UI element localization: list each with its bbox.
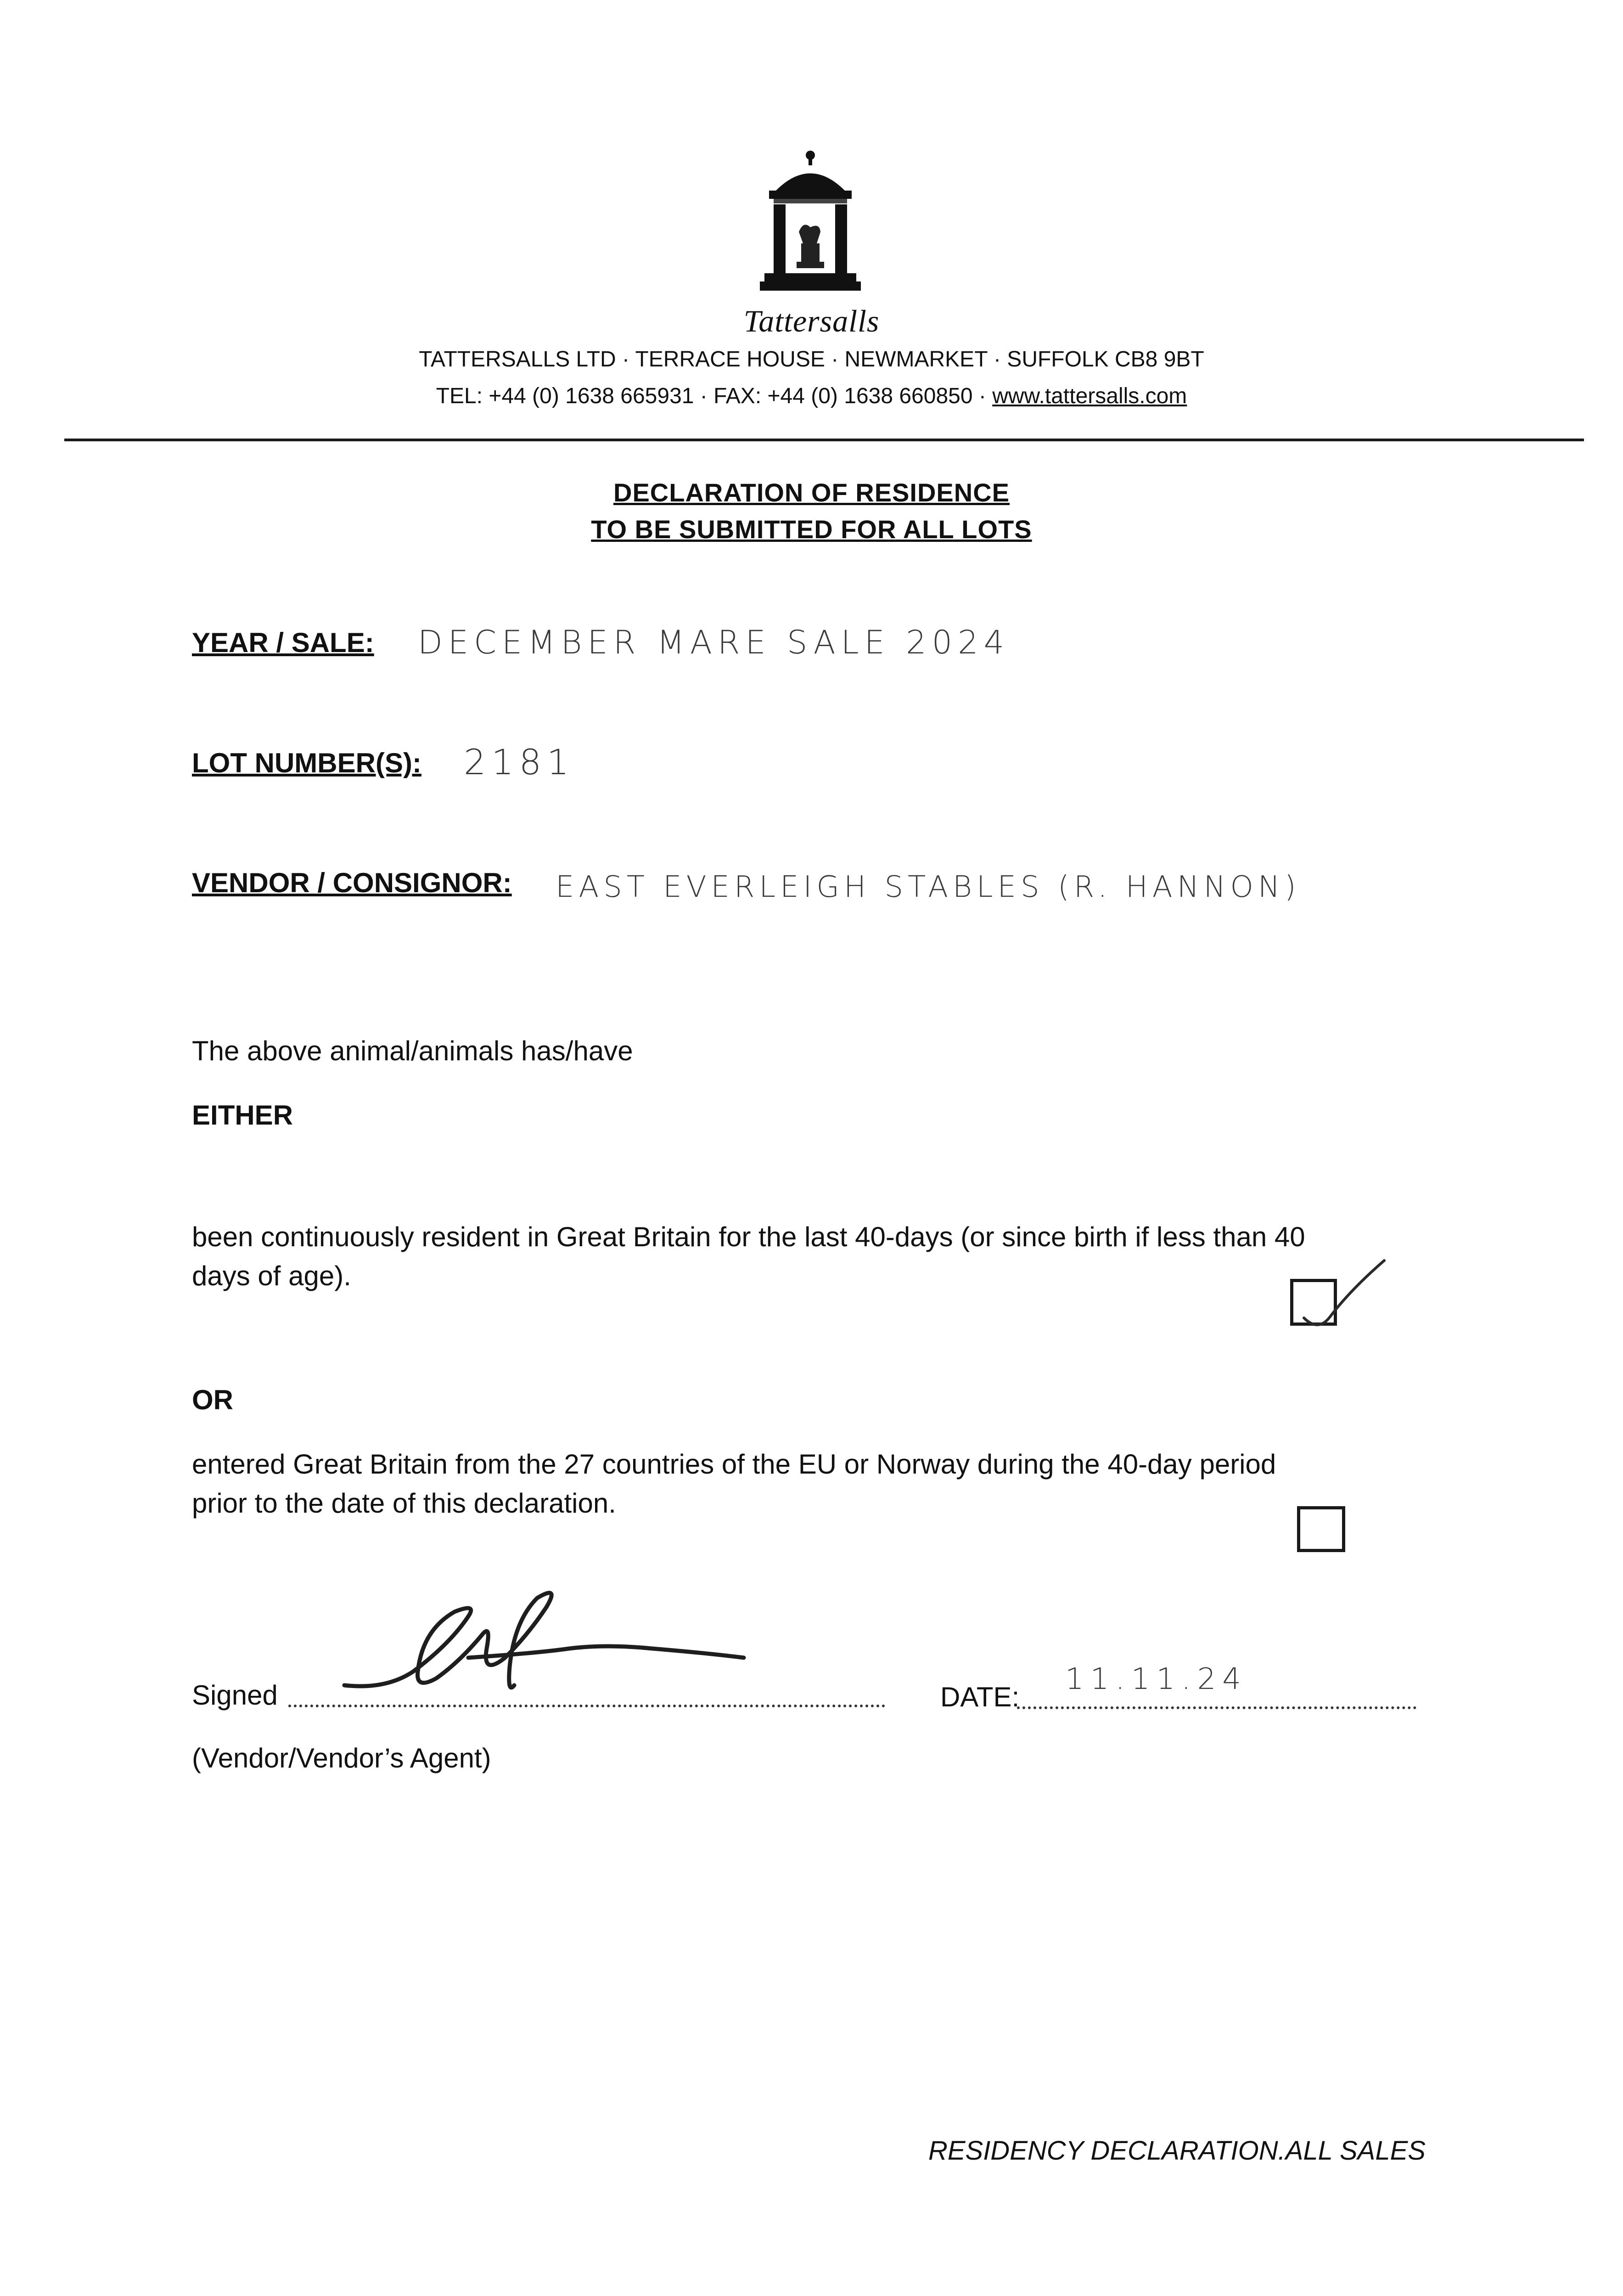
option1-line1: been continuously resident in Great Britain for the last 40-days (or since birth if less than 40 (192, 1221, 1305, 1252)
declaration-intro: The above animal/animals has/have (192, 1035, 633, 1066)
form-title-line2: TO BE SUBMITTED FOR ALL LOTS (591, 515, 1032, 544)
date-value[interactable]: 11.11.24 (1065, 1662, 1247, 1696)
date-line (1017, 1706, 1416, 1709)
year-sale-label: YEAR / SALE: (192, 627, 374, 658)
form-reference: RESIDENCY DECLARATION.ALL SALES (928, 2136, 1426, 2166)
option2-line1: entered Great Britain from the 27 countries of the EU or Norway during the 40-day period (192, 1449, 1276, 1480)
checkmark-icon (1286, 1249, 1391, 1336)
option2-line2: prior to the date of this declaration. (192, 1488, 616, 1519)
form-title-line1: DECLARATION OF RESIDENCE (613, 478, 1010, 507)
company-address: TATTERSALLS LTD · TERRACE HOUSE · NEWMARKET · SUFFOLK CB8 9BT (419, 347, 1204, 371)
vendor-label: VENDOR / CONSIGNOR: (192, 867, 512, 898)
tattersalls-logo (758, 147, 863, 298)
header-divider (64, 439, 1584, 441)
date-label: DATE: (940, 1682, 1020, 1712)
website-link[interactable]: www.tattersalls.com (992, 384, 1187, 408)
either-heading: EITHER (192, 1100, 293, 1131)
or-heading: OR (192, 1384, 233, 1415)
vendor-value[interactable]: EAST EVERLEIGH STABLES (R. HANNON) (556, 870, 1301, 904)
phone-fax: TEL: +44 (0) 1638 665931 · FAX: +44 (0) 1638 660850 · (436, 384, 993, 408)
signer-role: (Vendor/Vendor’s Agent) (192, 1743, 491, 1773)
option2-checkbox[interactable] (1297, 1506, 1345, 1552)
contact-line (0, 383, 1623, 409)
lot-number-value[interactable]: 2181 (464, 742, 575, 782)
year-sale-value[interactable]: DECEMBER MARE SALE 2024 (418, 624, 1010, 661)
lot-number-label: LOT NUMBER(S): (192, 748, 421, 778)
option1-line2: days of age). (192, 1261, 351, 1291)
handwritten-signature[interactable] (331, 1580, 753, 1717)
brand-name: Tattersalls (743, 304, 880, 338)
signed-label: Signed (192, 1680, 278, 1711)
